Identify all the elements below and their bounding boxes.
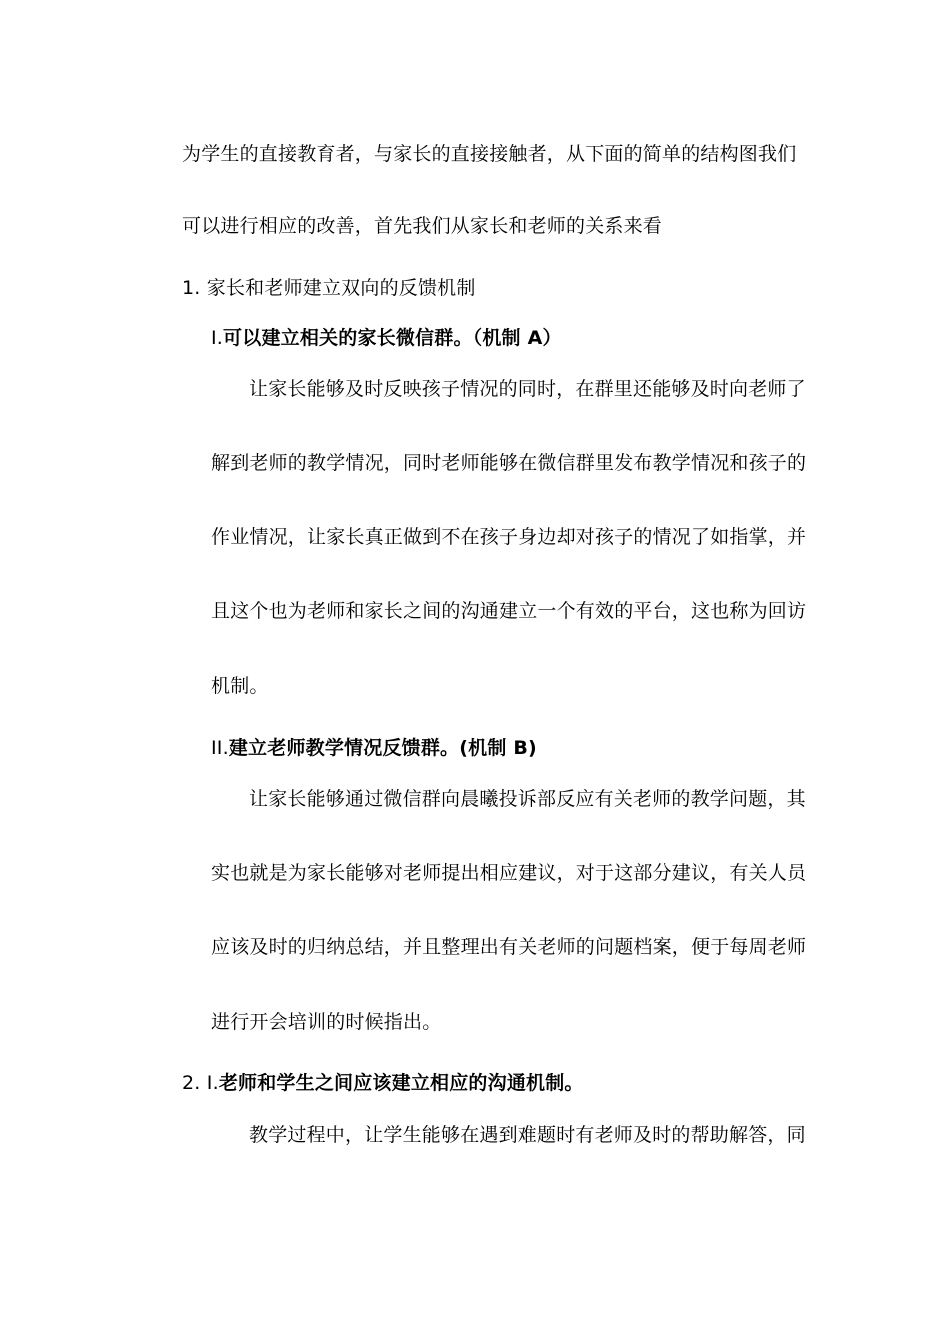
intro-line-1: 为学生的直接教育者，与家长的直接接触者，从下面的简单的结构图我们 [182, 143, 797, 165]
item-1-para-line-1: 让家长能够及时反映孩子情况的同时，在群里还能够及时向老师了 [249, 378, 806, 400]
item-2-para-line-3: 应该及时的归纳总结，并且整理出有关老师的问题档案，便于每周老师 [211, 936, 807, 958]
item-1-para-line-4: 且这个也为老师和家长之间的沟通建立一个有效的平台，这也称为回访 [211, 600, 807, 622]
item-1-para-line-5: 机制。 [211, 675, 269, 697]
item-1-title: 可以建立相关的家长微信群。（机制 A） [223, 327, 562, 349]
item-2-para-line-1: 让家长能够通过微信群向晨曦投诉部反应有关老师的教学问题，其 [249, 788, 806, 810]
item-2-prefix: II. [211, 737, 229, 759]
section-1-item-1-heading [211, 326, 562, 350]
intro-line-2: 可以进行相应的改善，首先我们从家长和老师的关系来看 [182, 215, 663, 237]
item-1-prefix: I. [211, 327, 224, 349]
section-2-title: 老师和学生之间应该建立相应的沟通机制。 [218, 1072, 584, 1094]
item-2-para-line-2: 实也就是为家长能够对老师提出相应建议，对于这部分建议，有关人员 [211, 862, 807, 884]
section-2-prefix: 2. I. [182, 1072, 219, 1094]
section-2-heading [182, 1071, 584, 1095]
section-1-heading: 1. 家长和老师建立双向的反馈机制 [182, 277, 476, 299]
section-2-para-line-1: 教学过程中，让学生能够在遇到难题时有老师及时的帮助解答，同 [249, 1124, 806, 1146]
section-1-item-2-heading [211, 736, 537, 760]
item-1-para-line-3: 作业情况，让家长真正做到不在孩子身边却对孩子的情况了如指掌，并 [211, 526, 807, 548]
item-2-para-line-4: 进行开会培训的时候指出。 [211, 1011, 442, 1033]
item-1-para-line-2: 解到老师的教学情况，同时老师能够在微信群里发布教学情况和孩子的 [211, 452, 807, 474]
item-2-title: 建立老师教学情况反馈群。(机制 B) [228, 737, 537, 759]
